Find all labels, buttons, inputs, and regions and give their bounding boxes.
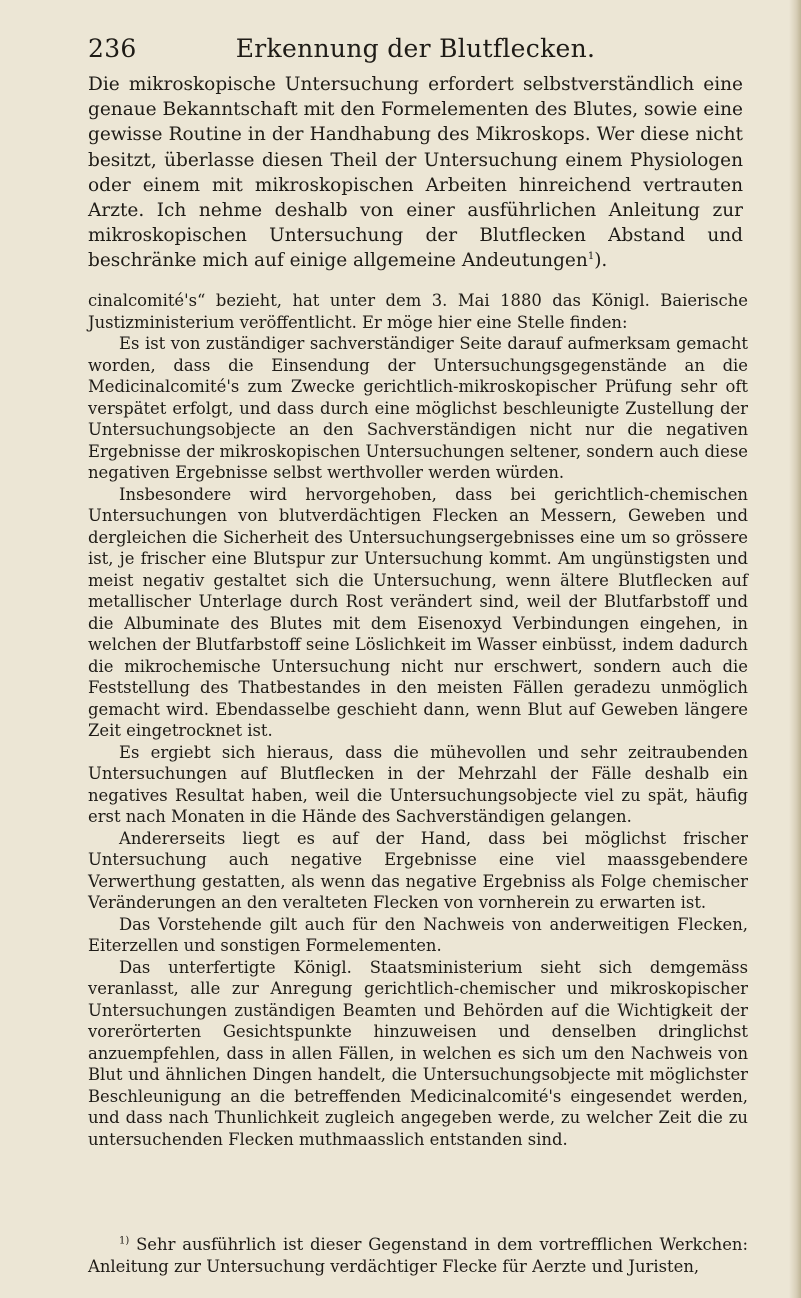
intro-text-block xyxy=(88,72,743,274)
intro-text: Die mikroskopische Untersuchung erfordert selbstverständlich eine genaue Bekanntschaft mit den Formelementen des Blutes, sowie eine gewisse Routine in der Handhabung des Mikroskops. Wer diese nicht besitzt, überlasse diesen Theil der Untersuchung einem Physiologen oder einem mit mikroskopischen Arbeiten hinreichend vertrauten Arzte. Ich nehme deshalb von einer ausführlichen Anleitung zur mikroskopischen Untersuchung der Blutflecken Abstand und beschränke mich auf einige allgemeine Andeutungen xyxy=(88,74,743,272)
quote-paragraph-1: Es ist von zuständiger sachverständiger Seite darauf aufmerksam gemacht worden, dass die Einsendung der Untersuchungsgegenstände an die Medicinalcomité's zum Zwecke gerichtlich-mikroskopischer Prüfung sehr oft verspätet erfolgt, und dass durch eine möglichst beschleunigte Zustellung der Untersuchungsobjecte an den Sachverständigen nicht nur die negativen Ergebnisse der mikroskopischen Untersuchungen seltener, sondern auch diese negativen Ergebnisse selbst werthvoller werden würden. xyxy=(88,334,748,482)
quote-paragraph-6: Das unterfertigte Königl. Staatsministerium sieht sich demgemäss veranlasst, alle zur Anregung gerichtlich-chemischer und mikroskopischer Untersuchungen zuständigen Beamten und Behörden auf die Wichtigkeit der vorerörterten Gesichtspunkte hinzuweisen und denselben dringlichst anzuempfehlen, dass in allen Fällen, in welchen es sich um den Nachweis von Blut und ähnlichen Dingen handelt, die Untersuchungsobjecte mit möglichster Beschleunigung an die betreffenden Medicinalcomité's eingesendet werden, und dass nach Thunlichkeit zugleich angegeben werde, zu welcher Zeit die zu untersuchenden Flecken muthmaasslich entstanden sind. xyxy=(88,957,748,1149)
quote-paragraph-3: Es ergiebt sich hieraus, dass die mühevollen und sehr zeitraubenden Untersuchungen auf Blutflecken in der Mehrzahl der Fälle deshalb ein negatives Resultat haben, weil die Untersuchungsobjecte viel zu spät, häufig erst nach Monaten in die Hände des Sachverständigen gelangen. xyxy=(88,742,748,826)
page-number: 236 xyxy=(88,34,137,63)
quote-paragraph-4: Andererseits liegt es auf der Hand, dass bei möglichst frischer Untersuchung auch negative Ergebnisse eine viel maassgebendere Verwerthung gestatten, als wenn das negative Ergebniss als Folge chemischer Veränderungen an den veralteten Flecken von vornherein zu erwarten ist. xyxy=(88,828,748,912)
intro-paragraph xyxy=(88,72,743,274)
quoted-decree xyxy=(88,290,748,1150)
footnote-text: Sehr ausführlich ist dieser Gegenstand in dem vortrefflichen Werkchen: Anleitung zur Untersuchung verdächtiger Flecke für Aerzte und Juristen, xyxy=(88,1235,749,1276)
quote-lead: cinalcomité's“ bezieht, hat unter dem 3. Mai 1880 das Königl. Baierische Justizministerium veröffentlicht. Er möge hier eine Stelle finden: xyxy=(88,291,748,332)
footnote-mark: 1) xyxy=(119,1235,130,1247)
quote-paragraph-2: Insbesondere wird hervorgehoben, dass bei gerichtlich-chemischen Untersuchungen von blutverdächtigen Flecken an Messern, Geweben und dergleichen die Sicherheit des Untersuchungsergebnisses eine um so grössere ist, je frischer eine Blutspur zur Untersuchung kommt. Am ungünstigsten und meist negativ gestaltet sich die Untersuchung, wenn ältere Blutflecken auf metallischer Unterlage durch Rost verändert sind, weil der Blutfarbstoff und die Albuminate des Blutes mit dem Eisenoxyd Verbindungen eingehen, in welchen der Blutfarbstoff seine Löslichkeit im Wasser einbüsst, indem dadurch die mikrochemische Untersuchung nicht nur erschwert, sondern auch die Feststellung des Thatbestandes in den meisten Fällen geradezu unmöglich gemacht wird. Ebendasselbe geschieht dann, wenn Blut auf Geweben längere Zeit eingetrocknet ist. xyxy=(88,484,748,740)
intro-closing: ). xyxy=(594,250,608,272)
page-edge-shadow xyxy=(789,0,801,1298)
footnote-reference: 1 xyxy=(587,251,595,263)
footnote xyxy=(88,1234,748,1277)
footnote-body xyxy=(88,1234,748,1277)
quote-paragraph-5: Das Vorstehende gilt auch für den Nachweis von anderweitigen Flecken, Eiterzellen und sonstigen Formelementen. xyxy=(88,914,748,955)
running-title: Erkennung der Blutflecken. xyxy=(235,34,596,63)
